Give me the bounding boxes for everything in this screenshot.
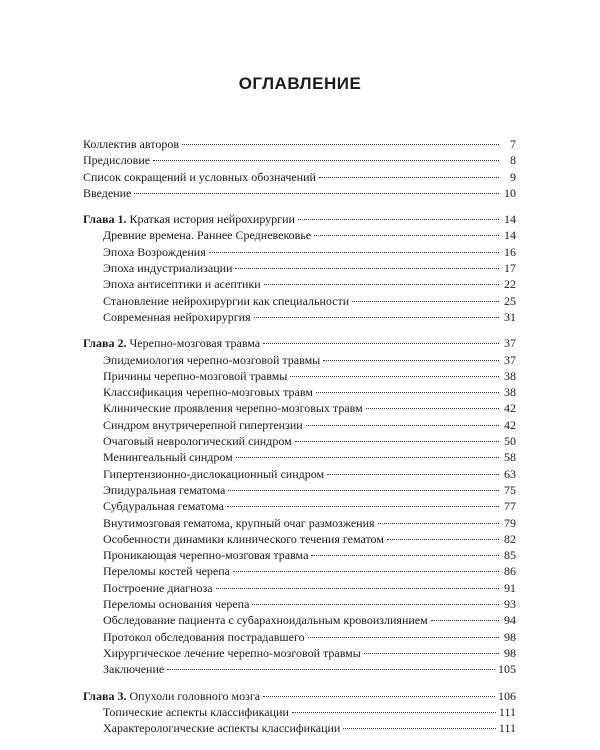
dot-leader	[308, 636, 499, 638]
toc-entry-text: Опухоли головного мозга	[126, 688, 261, 703]
toc-entry-text: Становление нейрохирургии как специальности	[103, 293, 350, 308]
toc-entry[interactable]	[83, 547, 516, 563]
dot-leader	[263, 342, 499, 344]
toc-entry-label	[103, 260, 232, 276]
toc-entry[interactable]	[83, 612, 516, 628]
toc-entry-label	[103, 498, 224, 514]
toc-title: ОГЛАВЛЕНИЕ	[238, 74, 362, 93]
toc-entry-label	[103, 515, 375, 531]
page-number: 79	[504, 515, 516, 530]
page-number: 50	[504, 434, 516, 449]
page-number: 16	[504, 244, 516, 259]
toc-entry-text: Очаговый неврологический синдром	[103, 434, 292, 449]
toc-entry-label	[103, 368, 287, 384]
toc-entry[interactable]	[83, 169, 516, 185]
dot-leader	[235, 267, 499, 269]
toc-entry-text: Характерологические аспекты классификации	[103, 721, 341, 736]
toc-entry-text: Клинические проявления черепно-мозговых травм	[103, 401, 363, 416]
toc-entry-label	[103, 563, 230, 579]
page-number: 111	[498, 721, 516, 736]
toc-entry-text: Менингеальный синдром	[103, 450, 233, 465]
toc-entry-label	[103, 244, 206, 260]
toc-entry-text: Эпоха Возрождения	[103, 244, 206, 259]
toc-entry-label	[103, 293, 349, 309]
toc-entry-text: Особенности динамики клинического течения гематом	[103, 531, 384, 546]
page-number: 105	[498, 662, 516, 677]
toc-entry[interactable]	[83, 645, 516, 661]
page-number: 31	[504, 309, 516, 324]
page-number: 38	[504, 368, 516, 383]
toc-entry-text: Классификация черепно-мозговых травм	[103, 385, 313, 400]
toc-entry-text: Обследование пациента с субарахноидальным кровоизлиянием	[103, 613, 428, 628]
toc-chapter-entry[interactable]	[83, 211, 516, 227]
dot-leader	[316, 391, 499, 393]
toc-entry-text: Переломы костей черепа	[103, 564, 231, 579]
dot-leader	[263, 695, 495, 697]
toc-entry-text: Хирургическое лечение черепно-мозговой травмы	[103, 645, 361, 660]
dot-leader	[387, 538, 499, 540]
toc-entry-text: Эпидуральная гематома	[103, 482, 226, 497]
toc-chapter-entry[interactable]	[83, 688, 516, 704]
toc-entry[interactable]	[83, 515, 516, 531]
toc-entry-label	[83, 335, 260, 351]
toc-entry[interactable]	[83, 260, 516, 276]
page-number: 63	[504, 466, 516, 481]
page-number: 94	[504, 613, 516, 628]
page-number: 82	[504, 531, 516, 546]
toc-entry[interactable]	[83, 704, 516, 720]
toc-group	[83, 688, 516, 737]
toc-entry-text: Эпидемиология черепно-мозговой травмы	[103, 352, 321, 367]
dot-leader	[227, 505, 499, 507]
toc-entry[interactable]	[83, 136, 516, 152]
toc-entry-label	[83, 136, 179, 152]
dot-leader	[290, 375, 499, 377]
page-number: 75	[504, 482, 516, 497]
toc-entry[interactable]	[83, 498, 516, 514]
toc-entry[interactable]	[83, 563, 516, 579]
toc-entry-label	[103, 466, 324, 482]
page-number: 58	[504, 450, 516, 465]
toc-entry[interactable]	[83, 152, 516, 168]
toc-entry[interactable]	[83, 352, 516, 368]
page-number: 106	[498, 688, 516, 703]
page-number: 85	[504, 548, 516, 563]
toc-entry-label	[103, 612, 428, 628]
toc-entry-text: Список сокращений и условных обозначений	[83, 169, 316, 184]
toc-entry-label	[103, 433, 292, 449]
toc-entry-text: Переломы основания черепа	[103, 597, 250, 612]
dot-leader	[431, 619, 499, 621]
toc-entry[interactable]	[83, 417, 516, 433]
page-number: 14	[504, 228, 516, 243]
dot-leader	[228, 489, 499, 491]
toc-entry[interactable]	[83, 309, 516, 325]
toc-entry[interactable]	[83, 227, 516, 243]
page-number: 42	[504, 401, 516, 416]
toc-entry-label	[103, 400, 363, 416]
dot-leader	[182, 143, 499, 145]
page-number: 7	[510, 137, 516, 151]
toc-entry-label	[103, 531, 384, 547]
toc-entry[interactable]	[83, 433, 516, 449]
dot-leader	[323, 359, 499, 361]
page-number: 38	[504, 385, 516, 400]
toc-entry-text: Топические аспекты классификации	[103, 704, 289, 719]
toc-entry-text: Причины черепно-мозговой травмы	[103, 368, 288, 383]
toc-entry-text: Введение	[83, 185, 132, 200]
toc-entry-text: Внутимозговая гематома, крупный очаг размозжения	[103, 515, 375, 530]
dot-leader	[216, 587, 499, 589]
toc-entry[interactable]	[83, 293, 516, 309]
toc-entry[interactable]	[83, 482, 516, 498]
page-number: 42	[504, 417, 516, 432]
toc-chapter-entry[interactable]	[83, 335, 516, 351]
toc-entry[interactable]	[83, 384, 516, 400]
dot-leader	[167, 668, 495, 670]
toc-entry-text: Заключение	[103, 662, 165, 677]
toc-entry-label	[103, 580, 213, 596]
page-number: 111	[498, 704, 516, 719]
toc-entry-label	[83, 211, 295, 227]
dot-leader	[327, 473, 499, 475]
toc-entry[interactable]	[83, 276, 516, 292]
dot-leader	[306, 424, 499, 426]
page-number: 22	[504, 277, 516, 292]
toc-entry-text: Проникающая черепно-мозговая травма	[103, 548, 309, 563]
toc-entry[interactable]	[83, 531, 516, 547]
page-number: 98	[504, 629, 516, 644]
dot-leader	[311, 554, 499, 556]
dot-leader	[298, 218, 499, 220]
toc-entry-label	[103, 276, 261, 292]
toc-entry-label	[103, 661, 164, 677]
toc-entry-text: Субдуральная гематома	[103, 499, 224, 514]
toc-entry-label	[103, 704, 289, 720]
toc-entry-label	[83, 185, 131, 201]
dot-leader	[378, 522, 499, 524]
dot-leader	[343, 727, 496, 729]
dot-leader	[236, 456, 499, 458]
page-number: 14	[504, 212, 516, 227]
toc-entry-label	[103, 547, 308, 563]
toc-entry-text: Синдром внутричерепной гипертензии	[103, 417, 303, 432]
toc-entry-label	[103, 629, 305, 645]
page-number: 98	[504, 645, 516, 660]
page-number: 25	[504, 293, 516, 308]
dot-leader	[319, 176, 499, 178]
toc-group	[83, 136, 516, 201]
toc-entry-text: Коллектив авторов	[83, 137, 179, 151]
page-number: 91	[504, 580, 516, 595]
toc-entry[interactable]	[83, 596, 516, 612]
toc-entry-label	[103, 227, 311, 243]
toc-entry-label	[83, 169, 316, 185]
toc-entry[interactable]	[83, 368, 516, 384]
toc-entry-label	[83, 688, 260, 704]
toc-entry-label	[103, 449, 233, 465]
page-number: 77	[504, 499, 516, 514]
dot-leader	[252, 603, 499, 605]
toc-entry-text: Краткая история нейрохирургии	[126, 212, 295, 227]
toc-entry-label	[103, 309, 251, 325]
toc-entry[interactable]	[83, 400, 516, 416]
toc-entry-label	[103, 417, 303, 433]
toc-entry[interactable]	[83, 466, 516, 482]
dot-leader	[134, 192, 499, 194]
toc-entry-text: Предисловие	[83, 153, 151, 168]
dot-leader	[314, 234, 499, 236]
page-number: 86	[504, 564, 516, 579]
toc-entry-text: Гипертензионно-дислокационный синдром	[103, 466, 325, 481]
dot-leader	[364, 652, 499, 654]
dot-leader	[366, 407, 499, 409]
toc-entry-text: Эпоха антисептики и асептики	[103, 277, 261, 292]
toc-group	[83, 211, 516, 325]
page-number: 17	[504, 261, 516, 276]
page-number: 9	[510, 169, 516, 184]
toc-entry[interactable]	[83, 449, 516, 465]
toc-entry-text: Протокол обследования пострадавшего	[103, 629, 305, 644]
toc-entry-label	[103, 596, 249, 612]
dot-leader	[264, 283, 499, 285]
page-number: 37	[504, 336, 516, 351]
toc-entry[interactable]	[83, 720, 516, 736]
dot-leader	[209, 251, 499, 253]
page-number: 10	[504, 185, 516, 200]
chapter-number: Глава 3.	[83, 688, 127, 703]
toc-group	[83, 335, 516, 677]
table-of-contents	[83, 136, 516, 746]
toc-entry-label	[103, 482, 225, 498]
toc-entry-text: Черепно-мозговая травма	[126, 336, 261, 351]
page-number: 37	[504, 352, 516, 367]
dot-leader	[295, 440, 499, 442]
toc-entry[interactable]	[83, 629, 516, 645]
toc-entry[interactable]	[83, 244, 516, 260]
chapter-number: Глава 2.	[83, 336, 127, 351]
page-number: 93	[504, 597, 516, 612]
toc-entry-label	[103, 645, 361, 661]
toc-entry-text: Современная нейрохирургия	[103, 309, 251, 324]
dot-leader	[254, 316, 499, 318]
toc-entry-label	[103, 352, 320, 368]
toc-entry-label	[103, 720, 340, 736]
toc-entry[interactable]	[83, 580, 516, 596]
toc-entry[interactable]	[83, 185, 516, 201]
dot-leader	[292, 711, 496, 713]
toc-entry-label	[83, 152, 150, 168]
dot-leader	[352, 300, 499, 302]
dot-leader	[153, 159, 499, 161]
toc-entry[interactable]	[83, 661, 516, 677]
page-number: 8	[510, 153, 516, 168]
toc-entry-text: Построение диагноза	[103, 580, 213, 595]
toc-entry-text: Древние времена. Раннее Средневековье	[103, 228, 312, 243]
toc-entry-text: Эпоха индустриализации	[103, 261, 233, 276]
toc-entry-label	[103, 384, 313, 400]
chapter-number: Глава 1.	[83, 212, 127, 227]
dot-leader	[233, 570, 499, 572]
